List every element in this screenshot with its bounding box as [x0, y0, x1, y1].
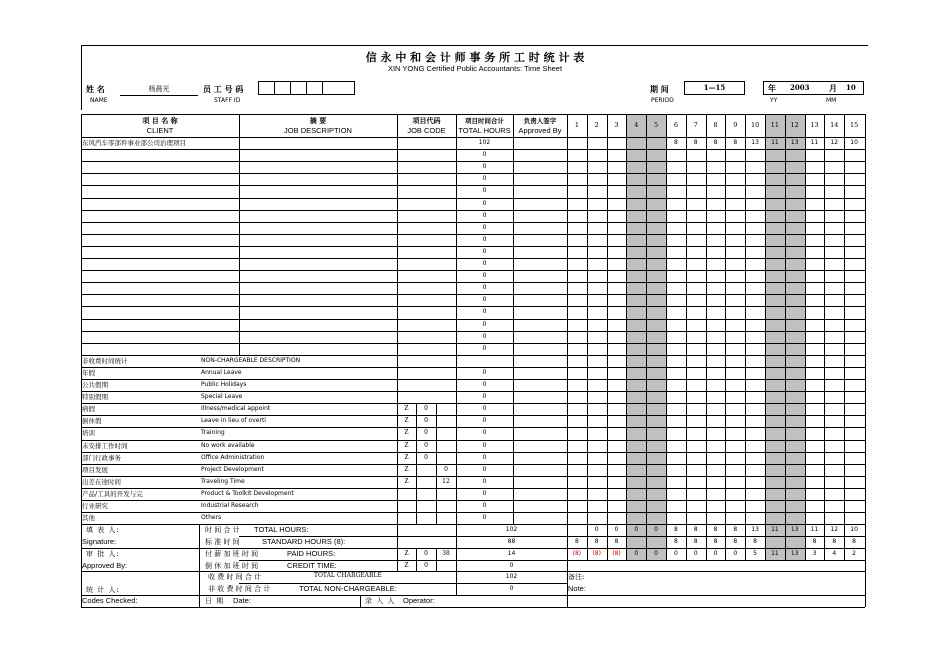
nonchargeable-item-cn: 特别假期 [82, 393, 108, 402]
nonchargeable-total: 0 [482, 477, 487, 485]
day-header-11: 11 [770, 121, 780, 129]
checked-label-cn: 统 计 人: [86, 586, 120, 595]
grid-line [81, 403, 865, 404]
nonchargeable-item-cn: 行业研究 [82, 502, 108, 510]
grid-line [81, 343, 865, 344]
note-label: Note: [568, 584, 586, 594]
col-total-cn: 项目时间合计 [465, 117, 504, 125]
summary-total: 102 [505, 573, 518, 581]
grid-line [436, 403, 437, 524]
nonchargeable-total: 0 [482, 502, 487, 509]
job-code-z: Z [404, 477, 409, 485]
nonchargeable-item-en: No work available [201, 441, 255, 449]
job-code-z: Z [404, 453, 409, 461]
grid-line [725, 114, 726, 560]
summary-label-en: TOTAL CHARGEABLE [314, 572, 382, 580]
summary-day-value: 11 [810, 526, 819, 534]
summary-label-cn: 收 费 时 间 合 计 [208, 573, 262, 582]
grid-line [81, 45, 82, 110]
grid-line [844, 114, 845, 560]
grid-line [567, 114, 568, 607]
nonchargeable-total: 0 [482, 453, 487, 461]
summary-total: 0 [509, 561, 514, 569]
grid-line [686, 114, 687, 560]
summary-total: 102 [505, 526, 518, 534]
summary-label-cn: 倒 休 加 班 时 间 [205, 561, 259, 570]
summary-day-value: 8 [832, 538, 837, 545]
summary-label-cn: 标 准 时 间 [205, 538, 240, 546]
nonchargeable-item-en: Public Holidays [201, 381, 247, 388]
grid-line [81, 379, 865, 380]
signature-label-en: Signature: [82, 537, 117, 546]
summary-day-value: 0 [634, 549, 639, 557]
grid-line [81, 234, 865, 235]
summary-day-value: 8 [852, 538, 856, 545]
summary-day-value: 8 [614, 538, 619, 545]
nonchargeable-total: 0 [482, 405, 487, 413]
grid-line [81, 294, 865, 295]
summary-day-value: (8) [572, 549, 582, 557]
col-desc-en: JOB DESCRIPTION [284, 126, 352, 135]
day-header-13: 13 [810, 121, 819, 129]
summary-day-value: 8 [693, 526, 698, 534]
grid-line [81, 114, 82, 607]
nonchargeable-item-cn: 部门行政事务 [82, 453, 121, 462]
name-label-en: NAME [90, 97, 108, 104]
nonchargeable-item-en: Others [201, 514, 222, 522]
project-day-hours: 10 [850, 139, 858, 146]
project-day-hours: 11 [810, 139, 819, 146]
grid-line [706, 114, 707, 560]
col-approved-cn: 负责人签字 [523, 117, 557, 125]
project-total: 0 [482, 187, 487, 195]
col-client-cn: 项 目 名 称 [142, 116, 178, 125]
grid-line [666, 114, 667, 560]
grid-line [120, 95, 198, 96]
project-total: 0 [482, 272, 487, 280]
approved-label-cn: 审 批 人: [86, 549, 120, 558]
staff-id-digit-box[interactable] [274, 81, 291, 95]
grid-line [805, 114, 806, 560]
summary-label-cn: 非 收 费 时 间 合 计 [208, 585, 271, 594]
grid-line [626, 114, 627, 560]
year-label-cn: 年 [768, 83, 776, 93]
project-total: 0 [482, 260, 487, 267]
page-title-cn: 信 永 中 和 会 计 师 事 务 所 工 时 统 计 表 [365, 51, 585, 64]
summary-day-value: 3 [812, 549, 817, 557]
project-day-hours: 8 [733, 139, 738, 146]
nonchargeable-item-cn: 公共假期 [82, 381, 108, 389]
staff-id-digit-box[interactable] [322, 81, 355, 95]
summary-day-value: 4 [832, 549, 837, 557]
project-total: 0 [482, 332, 487, 340]
col-code-en: JOB CODE [407, 126, 446, 135]
summary-day-value: 8 [673, 538, 678, 545]
grid-line [239, 583, 567, 584]
date-label-cn: 日 期 [205, 597, 225, 605]
grid-line [81, 391, 865, 392]
grid-line [81, 258, 865, 259]
nonchargeable-total: 0 [482, 465, 487, 473]
nonchargeable-total: 0 [482, 381, 487, 388]
nonchargeable-item-cn: 年假 [82, 368, 95, 377]
nonchargeable-item-en: Training [201, 429, 225, 437]
day-header-8: 8 [713, 121, 718, 129]
grid-line [81, 440, 865, 441]
nonchargeable-item-en: Office Administration [201, 453, 265, 461]
month-label-cn: 月 [829, 83, 837, 93]
grid-line [416, 548, 417, 572]
nonchargeable-item-cn: 培训 [82, 429, 95, 438]
summary-day-value: 5 [753, 549, 757, 557]
grid-line [456, 114, 457, 595]
grid-line [239, 560, 865, 561]
job-code-part: 0 [424, 441, 428, 449]
project-total: 0 [482, 320, 487, 328]
grid-line [397, 114, 398, 524]
project-day-hours: 11 [771, 139, 779, 146]
nonchargeable-item-en: Annual Leave [201, 368, 242, 376]
grid-line [416, 403, 417, 524]
month-label-en: MM [826, 97, 837, 104]
grid-line [360, 595, 361, 607]
summary-label-cn: 时 间 合 计 [205, 526, 240, 535]
project-day-hours: 13 [751, 139, 759, 146]
summary-total: 0 [509, 585, 514, 593]
project-day-hours: 8 [673, 139, 678, 146]
job-code-part: 0 [424, 429, 428, 437]
nonchargeable-item-cn: 病假 [82, 405, 95, 414]
job-code-z: Z [404, 405, 409, 413]
project-day-hours: 8 [713, 139, 718, 146]
grid-line [81, 319, 865, 320]
summary-day-value: (8) [592, 549, 601, 557]
job-code-z: Z [404, 429, 409, 437]
grid-line [646, 114, 647, 560]
job-code-part: 38 [442, 549, 450, 557]
summary-day-value: 13 [751, 526, 759, 534]
nonchargeable-item-cn: 未安排工作时间 [82, 441, 128, 450]
grid-line [765, 114, 766, 560]
grid-line [587, 114, 588, 560]
job-code-part: 0 [424, 549, 428, 557]
day-header-12: 12 [790, 121, 799, 129]
staff-id-digit-box[interactable] [290, 81, 307, 95]
grid-line [81, 114, 865, 115]
col-client-en: CLIENT [146, 126, 174, 135]
summary-day-value: 8 [713, 526, 718, 534]
summary-day-value: 0 [733, 549, 738, 557]
nonchargeable-item-en: Leave in lieu of overti [201, 417, 266, 425]
summary-day-value: 11 [771, 526, 779, 534]
grid-line [81, 149, 865, 150]
summary-label-en: PAID HOURS: [287, 548, 336, 558]
project-total: 0 [482, 308, 487, 316]
nonchargeable-item-en: Project Development [201, 465, 264, 473]
grid-line [81, 173, 865, 174]
job-code-part: 0 [424, 405, 428, 413]
period-value: 1—15 [703, 83, 726, 92]
project-total: 0 [482, 211, 487, 219]
grid-line [81, 282, 865, 283]
summary-label-cn: 付 薪 加 班 时 间 [205, 549, 259, 558]
summary-day-value: 8 [594, 538, 599, 545]
summary-label-en: TOTAL NON-CHARGEABLE: [299, 584, 397, 594]
checked-label-en: Codes Checked: [82, 596, 138, 605]
summary-day-value: 0 [673, 549, 678, 557]
summary-day-value: 0 [594, 526, 599, 534]
project-total: 0 [482, 235, 487, 243]
summary-label-en: STANDARD HOURS (8): [262, 537, 346, 546]
summary-day-value: 0 [634, 526, 639, 534]
grid-line [785, 114, 786, 560]
grid-line [513, 114, 514, 524]
nonchargeable-item-en: Illness/medical appoint [201, 405, 271, 413]
grid-line [81, 415, 865, 416]
nonchargeable-item-cn: 项目发展 [82, 465, 108, 474]
nonchargeable-item-en: Product & Toolkit Development [201, 489, 294, 497]
operator-label-en: Operator: [403, 596, 435, 605]
project-total: 0 [482, 247, 487, 255]
job-code-z: Z [404, 465, 409, 473]
summary-day-value: 8 [713, 538, 718, 545]
summary-day-value: 13 [790, 549, 799, 557]
grid-line [81, 452, 865, 453]
nonchargeable-item-cn: 其他 [82, 514, 95, 523]
grid-line [824, 114, 825, 560]
period-label-en: PERIOD [651, 97, 674, 104]
project-total: 0 [482, 223, 487, 231]
page-title-en: XIN YONG Certified Public Accountants: Time Sheet [387, 64, 563, 73]
grid-line [81, 464, 865, 465]
day-header-3: 3 [614, 121, 619, 129]
grid-line [81, 512, 865, 513]
job-code-z: Z [404, 561, 409, 569]
summary-day-value: 2 [852, 549, 856, 557]
summary-day-value: 12 [830, 526, 839, 534]
day-header-15: 15 [849, 121, 859, 129]
nonchargeable-total: 0 [482, 417, 487, 425]
grid-line [81, 306, 865, 307]
col-desc-cn: 摘 要 [309, 116, 327, 125]
nonchargeable-item-en: Industrial Research [201, 502, 259, 509]
grid-line [81, 246, 865, 247]
summary-day-value: 10 [850, 526, 858, 534]
summary-day-value: 8 [574, 538, 579, 545]
staff-label-cn: 员 工 号 码 [203, 84, 244, 94]
project-total: 0 [482, 344, 487, 352]
grid-line [745, 114, 746, 560]
project-total: 0 [482, 284, 487, 292]
nonchargeable-item-en: Special Leave [201, 393, 243, 401]
summary-day-value: 8 [673, 526, 678, 534]
col-approved-en: Approved By [518, 126, 562, 135]
month-value: 10 [846, 83, 856, 92]
grid-line [81, 270, 865, 271]
summary-day-value: 0 [713, 549, 718, 557]
job-code-z: Z [404, 417, 409, 425]
day-header-7: 7 [693, 121, 698, 129]
nonchargeable-item-cn: 倒休假 [82, 417, 102, 426]
summary-day-value: 8 [693, 538, 698, 545]
summary-day-value: 0 [693, 549, 698, 557]
grid-line [81, 198, 865, 199]
grid-line [436, 548, 437, 572]
year-value: 2003 [790, 83, 810, 92]
project-client: 东风汽车零部件事业部公司治理项目 [82, 139, 186, 147]
summary-total: 88 [507, 538, 516, 545]
nonchargeable-total: 0 [482, 393, 487, 401]
summary-day-value: 13 [790, 526, 799, 534]
day-header-10: 10 [750, 121, 760, 129]
summary-day-value: 0 [654, 526, 658, 534]
col-code-cn: 项目代码 [412, 116, 441, 125]
project-total: 0 [482, 175, 487, 183]
grid-line [81, 427, 865, 428]
nonchargeable-total: 0 [482, 368, 487, 376]
grid-line [199, 524, 200, 607]
project-total: 0 [482, 163, 487, 171]
summary-label-en: CREDIT TIME: [287, 560, 337, 570]
summary-day-value: (8) [612, 549, 621, 557]
job-code-part: 12 [442, 477, 450, 485]
project-total: 0 [482, 296, 487, 304]
day-header-5: 5 [654, 121, 659, 129]
day-header-2: 2 [594, 121, 599, 129]
name-value: 杨晨光 [148, 85, 170, 93]
nonchargeable-header-cn: 非收费时间统计 [82, 356, 128, 365]
col-total-en: TOTAL HOURS [458, 126, 511, 135]
nonchargeable-item-cn: 出差在途时间 [82, 477, 121, 486]
operator-label-cn: 录 入 人 [365, 597, 396, 605]
grid-line [81, 607, 865, 608]
grid-line [239, 114, 240, 355]
staff-label-en: STAFF ID [214, 97, 241, 104]
summary-day-value: 8 [812, 538, 817, 545]
job-code-part: 0 [424, 561, 428, 569]
day-header-9: 9 [733, 121, 738, 129]
day-header-6: 6 [673, 121, 678, 129]
nonchargeable-total: 0 [482, 429, 487, 437]
project-total: 0 [482, 151, 487, 159]
day-header-1: 1 [574, 121, 579, 129]
summary-day-value: 8 [753, 538, 757, 545]
grid-line [81, 367, 865, 368]
job-code-part: 0 [444, 465, 448, 473]
summary-label-en: TOTAL HOURS: [254, 525, 309, 535]
signature-label-cn: 填 表 人: [86, 526, 120, 535]
date-label-en: Date: [233, 596, 251, 605]
name-label-cn: 姓 名 [86, 84, 105, 94]
nonchargeable-total: 0 [482, 441, 487, 449]
summary-total: 14 [507, 549, 516, 557]
project-day-hours: 8 [693, 139, 698, 146]
grid-line [81, 355, 865, 356]
project-day-hours: 12 [830, 139, 839, 146]
summary-day-value: 11 [771, 549, 779, 557]
project-total: 0 [482, 199, 487, 207]
nonchargeable-total: 0 [482, 514, 487, 522]
grid-line [81, 488, 865, 489]
grid-line [81, 185, 865, 186]
year-label-en: YY [770, 97, 778, 104]
grid-line [239, 536, 865, 537]
period-label-cn: 期 间 [650, 84, 669, 94]
job-code-part: 0 [424, 453, 428, 461]
project-day-hours: 13 [790, 139, 799, 146]
summary-day-value: 8 [733, 526, 738, 534]
grid-line [81, 476, 865, 477]
grid-line [397, 524, 398, 571]
nonchargeable-item-en: Traveling Time [201, 477, 245, 485]
job-code-part: 0 [424, 417, 428, 425]
summary-day-value: 0 [654, 549, 658, 557]
grid-line [81, 45, 868, 46]
summary-day-value: 0 [614, 526, 619, 534]
grid-line [567, 571, 865, 572]
day-header-14: 14 [830, 121, 839, 129]
grid-line [607, 114, 608, 560]
grid-line [81, 222, 865, 223]
grid-line [81, 210, 865, 211]
job-code-z: Z [404, 549, 409, 557]
remark-label: 备注: [568, 573, 585, 582]
grid-line [81, 137, 865, 138]
staff-id-digit-box[interactable] [306, 81, 323, 95]
nonchargeable-item-cn: 产品/工具的开发与完 [82, 489, 143, 498]
approved-label-en: Approved By: [82, 560, 128, 570]
job-code-z: Z [404, 441, 409, 449]
day-header-4: 4 [634, 121, 639, 129]
nonchargeable-total: 0 [482, 489, 487, 497]
grid-line [865, 114, 866, 607]
grid-line [81, 161, 865, 162]
grid-line [81, 331, 865, 332]
project-total: 102 [478, 139, 491, 146]
summary-day-value: 8 [733, 538, 738, 545]
nonchargeable-header-en: NON-CHARGEABLE DESCRIPTION [201, 356, 301, 364]
grid-line [81, 500, 865, 501]
staff-id-digit-box[interactable] [258, 81, 275, 95]
